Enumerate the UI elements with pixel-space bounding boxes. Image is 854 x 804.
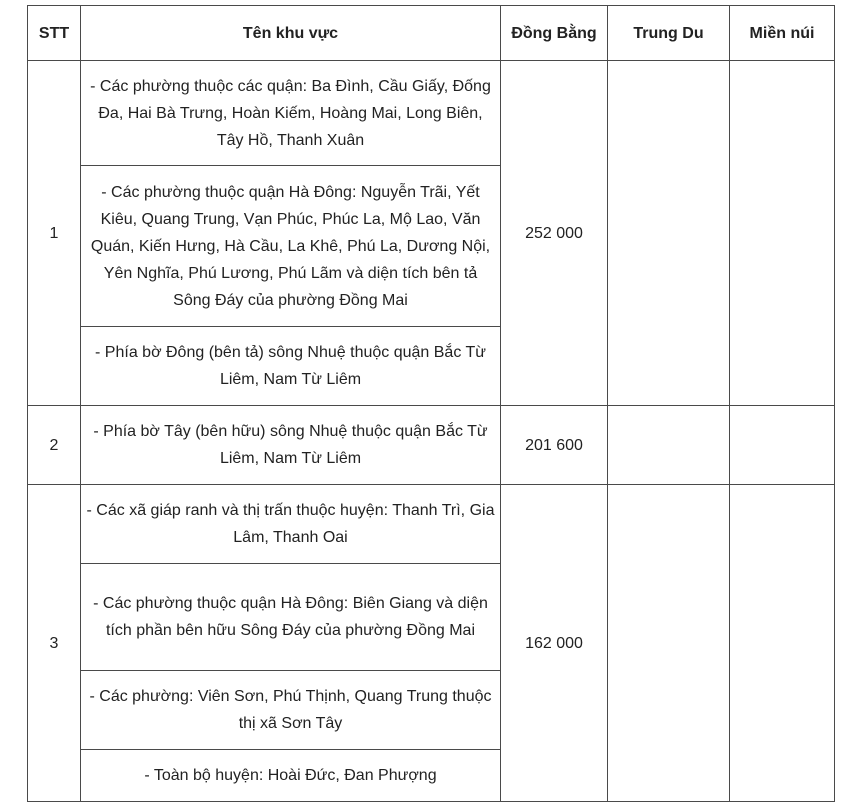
price-midland-cell [608, 406, 730, 485]
area-cell: - Các phường thuộc quận Hà Đông: Nguyễn Trãi, Yết Kiêu, Quang Trung, Vạn Phúc, Phúc La, Mộ Lao, Văn Quán, Kiến Hưng, Hà Cầu, La Khê, Phú La, Dương Nội, Yên Nghĩa, Phú Lương, Phú Lãm và diện tích bên tả Sông Đáy của phường Đồng Mai [81, 166, 501, 327]
price-midland-cell [608, 485, 730, 802]
price-delta-cell: 162 000 [501, 485, 608, 802]
stt-cell: 2 [28, 406, 81, 485]
area-cell: - Toàn bộ huyện: Hoài Đức, Đan Phượng [81, 750, 501, 802]
area-cell: - Các xã giáp ranh và thị trấn thuộc huyện: Thanh Trì, Gia Lâm, Thanh Oai [81, 485, 501, 564]
stt-cell: 1 [28, 61, 81, 406]
price-midland-cell [608, 61, 730, 406]
table-row [28, 485, 835, 564]
area-cell: - Các phường: Viên Sơn, Phú Thịnh, Quang Trung thuộc thị xã Sơn Tây [81, 671, 501, 750]
price-mountain-cell [730, 485, 835, 802]
price-delta-cell: 252 000 [501, 61, 608, 406]
price-delta-cell: 201 600 [501, 406, 608, 485]
area-cell: - Phía bờ Tây (bên hữu) sông Nhuệ thuộc quận Bắc Từ Liêm, Nam Từ Liêm [81, 406, 501, 485]
area-cell: - Các phường thuộc quận Hà Đông: Biên Giang và diện tích phần bên hữu Sông Đáy của phường Đồng Mai [81, 564, 501, 671]
price-table [27, 5, 835, 802]
header-area-name: Tên khu vực [81, 6, 501, 61]
table-row [28, 406, 835, 485]
header-stt: STT [28, 6, 81, 61]
header-delta: Đồng Bằng [501, 6, 608, 61]
area-cell: - Phía bờ Đông (bên tả) sông Nhuệ thuộc quận Bắc Từ Liêm, Nam Từ Liêm [81, 327, 501, 406]
price-mountain-cell [730, 406, 835, 485]
header-midland: Trung Du [608, 6, 730, 61]
table-row [28, 61, 835, 166]
stt-cell: 3 [28, 485, 81, 802]
header-mountain: Miền núi [730, 6, 835, 61]
area-cell: - Các phường thuộc các quận: Ba Đình, Cầu Giấy, Đống Đa, Hai Bà Trưng, Hoàn Kiếm, Hoàng Mai, Long Biên, Tây Hồ, Thanh Xuân [81, 61, 501, 166]
price-mountain-cell [730, 61, 835, 406]
header-row [28, 6, 835, 61]
